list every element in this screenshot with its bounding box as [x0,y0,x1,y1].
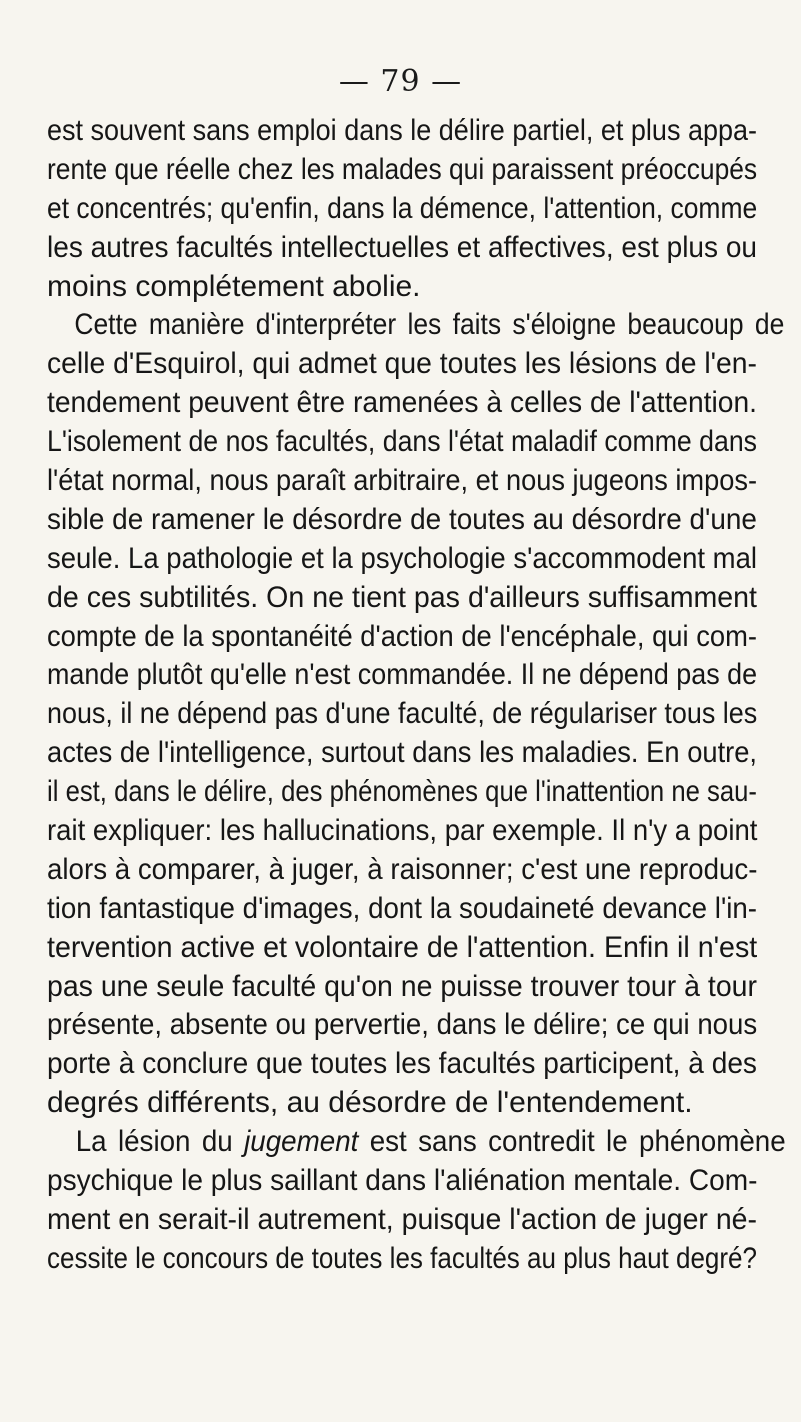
text-line: présente, absente ou pervertie, dans le délire; ce qui nous [47,1008,758,1042]
text-line: cessite le concours de toutes les facultés au plus haut degré? [47,1241,757,1275]
text-line: celle d'Esquirol, qui admet que toutes les lésions de l'en- [47,347,757,381]
text-line: porte à conclure que toutes les facultés participent, à des [47,1047,757,1081]
text-line: actes de l'intelligence, surtout dans les maladies. En outre, [47,736,758,770]
text-line: l'état normal, nous paraît arbitraire, et nous jugeons impos- [47,464,758,498]
text-line: il est, dans le délire, des phénomènes que l'inattention ne sau- [47,775,757,809]
text-line: Cette manière d'interpréter les faits s'éloigne beaucoup de [74,308,785,342]
text-line: seule. La pathologie et la psychologie s'accommodent mal [47,541,757,575]
text-line: rente que réelle chez les malades qui paraissent préoccupés [47,152,758,186]
text-line: tion fantastique d'images, dont la soudaineté devance l'in- [47,891,758,925]
text-line: nous, il ne dépend pas d'une faculté, de régulariser tous les [47,697,758,731]
text-line: alors à comparer, à juger, à raisonner; c'est une reproduc- [47,852,758,886]
text-line: tervention active et volontaire de l'attention. Enfin il n'est [47,930,758,964]
text-line: les autres facultés intellectuelles et affectives, est plus ou [47,230,757,264]
italic-term: jugement [244,1125,359,1159]
text-line: L'isolement de nos facultés, dans l'état maladif comme dans [47,425,757,459]
body-text [47,112,786,1279]
text-line: pas une seule faculté qu'on ne puisse trouver tour à tour [47,969,758,1003]
text-line: tendement peuvent être ramenées à celles de l'attention. [47,386,758,420]
text-line: degrés différents, au désordre de l'entendement. [47,1086,693,1120]
page-number: — 79 — [338,64,463,99]
text-line: sible de ramener le désordre de toutes au désordre d'une [47,502,757,536]
text-line: de ces subtilités. On ne tient pas d'ailleurs suffisamment [47,580,757,614]
text-line: ment en serait-il autrement, puisque l'action de juger né- [47,1202,758,1236]
text-line: et concentrés; qu'enfin, dans la démence, l'attention, comme [47,191,758,225]
text-line: rait expliquer: les hallucinations, par exemple. Il n'y a point [47,814,758,848]
text-line: moins complétement abolie. [47,269,421,303]
text-segment: La lésion du [75,1125,245,1159]
text-line: est souvent sans emploi dans le délire partiel, et plus appa- [47,114,758,147]
text-segment: est sans contredit le phénomène [358,1125,786,1159]
text-line-with-italic [47,1123,786,1162]
text-line: psychique le plus saillant dans l'aliénation mentale. Com- [47,1164,758,1198]
text-line: mande plutôt qu'elle n'est commandée. Il ne dépend pas de [47,658,758,692]
text-line: compte de la spontanéité d'action de l'encéphale, qui com- [47,619,757,653]
